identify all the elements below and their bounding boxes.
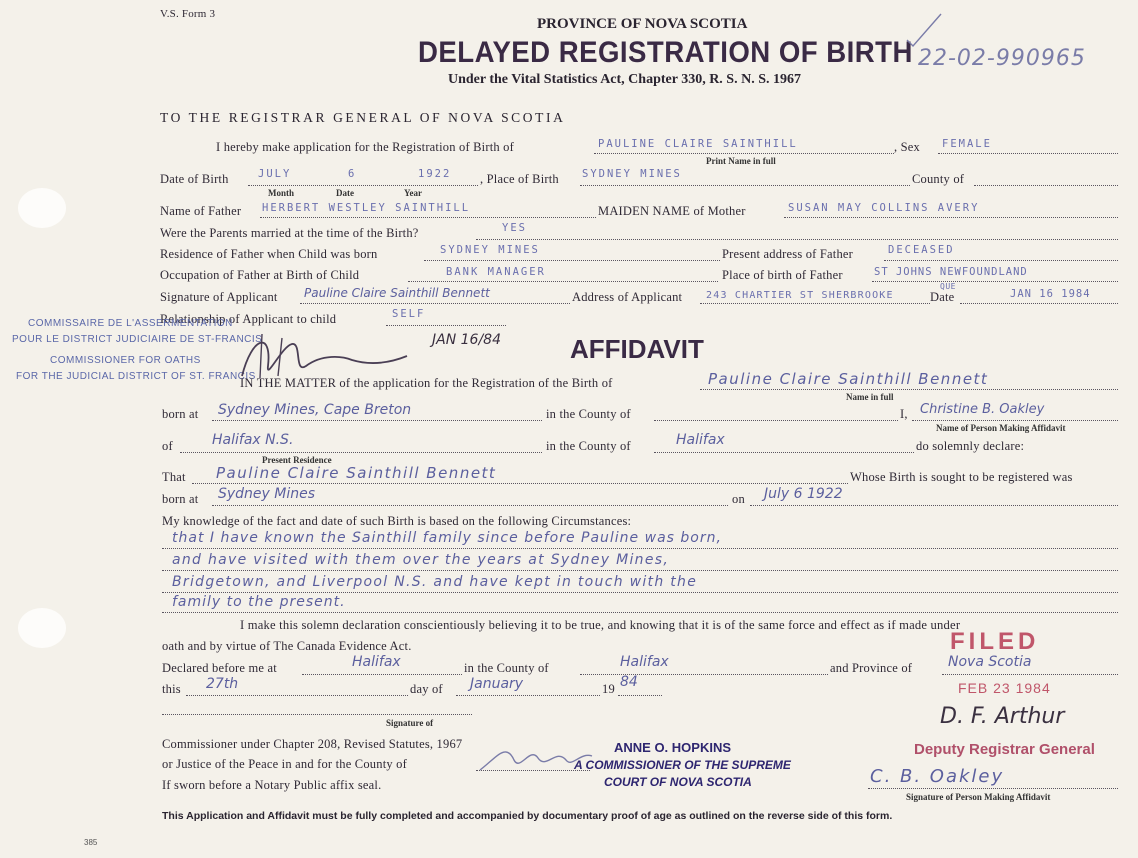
relationship-value: SELF [392,308,426,320]
label: , Sex [894,140,920,154]
label: Date [930,290,955,304]
label: I hereby make application for the Registration of Birth of [216,140,514,154]
label: Were the Parents married at the time of the Birth? [160,226,419,240]
born-at-value: Sydney Mines [218,486,316,502]
label: IN THE MATTER of the application for the Registration of the Birth of [240,376,613,390]
month-value: January [470,676,524,692]
commissioner-stamp-line: FOR THE JUDICIAL DISTRICT OF ST. FRANCIS [16,371,256,382]
commissioner-text: or Justice of the Peace in and for the County of [162,757,407,771]
dob-month: JULY [258,168,292,180]
declaration-text: oath and by virtue of The Canada Evidence Act. [162,639,412,653]
born-at-value: Sydney Mines, Cape Breton [218,402,412,418]
label: Address of Applicant [572,290,683,304]
label: Date of Birth [160,172,229,186]
circumstances-line: and have visited with them over the years at Sydney Mines, [172,552,670,568]
label: Signature of Applicant [160,290,278,304]
circumstances-line: Bridgetown, and Liverpool N.S. and have kept in touch with the [172,574,698,590]
hint: Year [404,188,422,198]
label: MAIDEN NAME of Mother [598,204,746,218]
hint: Name in full [846,392,894,402]
commissioner-date: JAN 16/84 [432,332,501,348]
year-value: 84 [620,674,638,690]
label: on [732,492,745,506]
label: I, [900,407,908,421]
hint: Date [336,188,354,198]
dob-date: 6 [348,168,357,180]
matter-name: Pauline Claire Sainthill Bennett [708,370,989,388]
hopkins-stamp-line: COURT OF NOVA SCOTIA [604,775,752,789]
label: in the County of [546,439,631,453]
deputy-registrar-stamp: Deputy Registrar General [914,741,1095,758]
commissioner-stamp-line: COMMISSAIRE DE L'ASSERMENTATION [28,318,233,329]
deponent-name: Christine B. Oakley [920,402,1045,417]
label: Place of birth of Father [722,268,843,282]
label: Name of Father [160,204,242,218]
label: Occupation of Father at Birth of Child [160,268,360,282]
label: Present address of Father [722,247,854,261]
label: Residence of Father when Child was born [160,247,378,261]
label: this [162,682,181,696]
commissioner-text: Commissioner under Chapter 208, Revised Statutes, 1967 [162,737,463,751]
father-name: HERBERT WESTLEY SAINTHILL [262,202,471,214]
hint: Month [268,188,295,198]
hint: Present Residence [262,455,332,465]
hint: Signature of [386,718,434,728]
province-heading: PROVINCE OF NOVA SCOTIA [537,16,748,32]
page-title: DELAYED REGISTRATION OF BIRTH [418,36,913,69]
mother-name: SUSAN MAY COLLINS AVERY [788,202,980,214]
hopkins-stamp-name: ANNE O. HOPKINS [614,740,732,755]
label: That [162,470,186,484]
label: Whose Birth is sought to be registered was [850,470,1073,484]
applicant-address-province: QUE [940,282,956,291]
father-present-address: DECEASED [888,244,955,256]
deponent-signature: C. B. Oakley [870,766,1005,787]
label: County of [912,172,965,186]
hint: Name of Person Making Affidavit [936,423,1066,433]
affidavit-title: AFFIDAVIT [570,334,704,364]
father-place-of-birth: ST JOHNS NEWFOUNDLAND [874,266,1028,278]
footer-notice: This Application and Affidavit must be fully completed and accompanied by documentary proof of age as outlined on the reverse side of this form. [162,810,893,822]
that-name: Pauline Claire Sainthill Bennett [216,464,497,482]
deputy-registrar-signature: D. F. Arthur [940,704,1065,729]
filed-stamp: FILED [950,628,1040,655]
applicant-signature: Pauline Claire Sainthill Bennett [304,286,490,300]
province-value: Nova Scotia [948,654,1032,670]
county-value: Halifax [676,432,725,448]
label: of [162,439,173,453]
circumstances-line: that I have known the Sainthill family since before Pauline was born, [172,530,722,546]
registration-number: 22-02-990965 [918,46,1086,71]
day-value: 27th [206,676,239,692]
applicant-address: 243 CHARTIER ST SHERBROOKE [706,290,894,301]
label: and Province of [830,661,913,675]
place-of-birth: SYDNEY MINES [582,168,682,180]
label: do solemnly declare: [916,439,1025,453]
applicant-name: PAULINE CLAIRE SAINTHILL [598,138,798,150]
commissioner-stamp-line: COMMISSIONER FOR OATHS [50,355,201,366]
label: born at [162,492,199,506]
county-value: Halifax [620,654,669,670]
declaration-text: I make this solemn declaration conscientiously believing it to be true, and knowing that it is of the same force and effect as if made under [240,618,961,632]
deponent-residence: Halifax N.S. [212,432,294,448]
commissioner-stamp-line: POUR LE DISTRICT JUDICIAIRE DE ST-FRANCIS [12,334,263,345]
label: 19 [602,682,615,696]
check-mark-icon [905,10,945,50]
dob-year: 1922 [418,168,452,180]
label: day of [410,682,443,696]
circumstances-line: family to the present. [172,594,346,610]
label: Relationship of Applicant to child [160,312,337,326]
label: My knowledge of the fact and date of such Birth is based on the following Circumstances: [162,514,632,528]
print-code: 385 [84,838,98,847]
married-value: YES [502,222,527,234]
label: Declared before me at [162,661,277,675]
hopkins-stamp-line: A COMMISSIONER OF THE SUPREME [574,758,791,772]
form-number: V.S. Form 3 [160,8,216,20]
label: in the County of [464,661,549,675]
commissioner-text: If sworn before a Notary Public affix seal. [162,778,382,792]
hint: Signature of Person Making Affidavit [906,792,1051,802]
addressee: TO THE REGISTRAR GENERAL OF NOVA SCOTIA [160,110,566,125]
hint: Print Name in full [706,156,776,166]
declared-at-value: Halifax [352,654,401,670]
father-occupation: BANK MANAGER [446,266,546,278]
birth-date-value: July 6 1922 [764,486,843,502]
label: , Place of Birth [480,172,559,186]
label: born at [162,407,199,421]
filed-date-stamp: FEB 23 1984 [958,680,1051,696]
application-date: JAN 16 1984 [1010,288,1091,300]
father-residence: SYDNEY MINES [440,244,540,256]
page-subtitle: Under the Vital Statistics Act, Chapter 330, R. S. N. S. 1967 [448,72,801,87]
label: in the County of [546,407,631,421]
sex-value: FEMALE [942,138,992,150]
punch-hole [18,188,66,228]
punch-hole [18,608,66,648]
